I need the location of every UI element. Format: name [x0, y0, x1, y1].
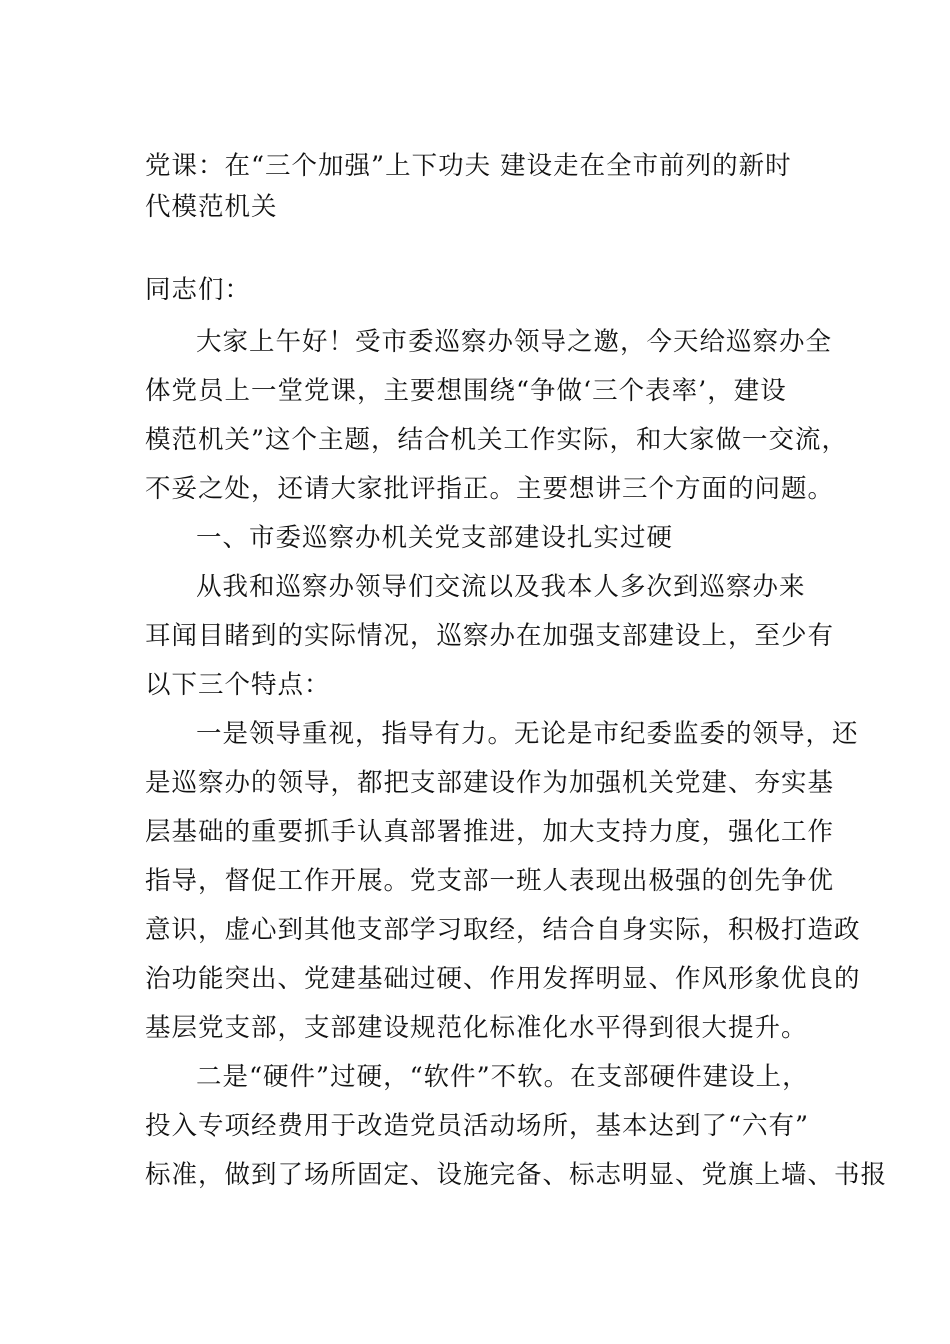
paragraph-line: 指导，督促工作开展。党支部一班人表现出极强的创先争优 — [145, 866, 835, 896]
paragraph-line: 是巡察办的领导，都把支部建设作为加强机关党建、夯实基 — [145, 768, 835, 798]
paragraph-line: 二是“硬件”过硬，“软件”不软。在支部硬件建设上， — [196, 1062, 809, 1092]
document-body — [145, 318, 888, 1200]
title-line-1: 党课：在“三个加强”上下功夫 建设走在全市前列的新时 — [145, 151, 792, 181]
paragraph-line: 治功能突出、党建基础过硬、作用发挥明显、作风形象优良的 — [145, 964, 861, 994]
paragraph-line: 耳闻目睹到的实际情况，巡察办在加强支部建设上，至少有 — [145, 621, 835, 651]
paragraph-line: 体党员上一堂党课，主要想围绕“争做‘三个表率’，建设 — [145, 376, 787, 406]
document-title — [145, 146, 810, 228]
paragraph-point-2 — [145, 1053, 888, 1200]
paragraph-line: 大家上午好！受市委巡察办领导之邀，今天给巡察办全 — [196, 327, 833, 357]
section-heading-1 — [145, 514, 810, 563]
paragraph-line: 基层党支部，支部建设规范化标准化水平得到很大提升。 — [145, 1013, 808, 1043]
paragraph-point-1 — [145, 710, 861, 1053]
paragraph-intro — [145, 563, 835, 710]
paragraph-line: 标准，做到了场所固定、设施完备、标志明显、党旗上墙、书报 — [145, 1160, 888, 1190]
salutation: 同志们： — [145, 275, 252, 305]
paragraph-line: 层基础的重要抓手认真部署推进，加大支持力度，强化工作 — [145, 817, 835, 847]
paragraph-line: 模范机关”这个主题，结合机关工作实际，和大家做一交流， — [145, 425, 849, 455]
paragraph-line: 不妥之处，还请大家批评指正。主要想讲三个方面的问题。 — [145, 474, 835, 504]
paragraph-line: 投入专项经费用于改造党员活动场所，基本达到了“六有” — [145, 1111, 810, 1141]
section-heading-text: 一、市委巡察办机关党支部建设扎实过硬 — [196, 523, 674, 553]
paragraph-line: 从我和巡察办领导们交流以及我本人多次到巡察办来 — [196, 572, 806, 602]
paragraph-line: 以下三个特点： — [145, 670, 331, 700]
title-line-2: 代模范机关 — [145, 192, 278, 222]
paragraph-line: 一是领导重视，指导有力。无论是市纪委监委的领导，还 — [196, 719, 859, 749]
paragraph-opening — [145, 318, 849, 514]
paragraph-line: 意识，虚心到其他支部学习取经，结合自身实际，积极打造政 — [145, 915, 861, 945]
